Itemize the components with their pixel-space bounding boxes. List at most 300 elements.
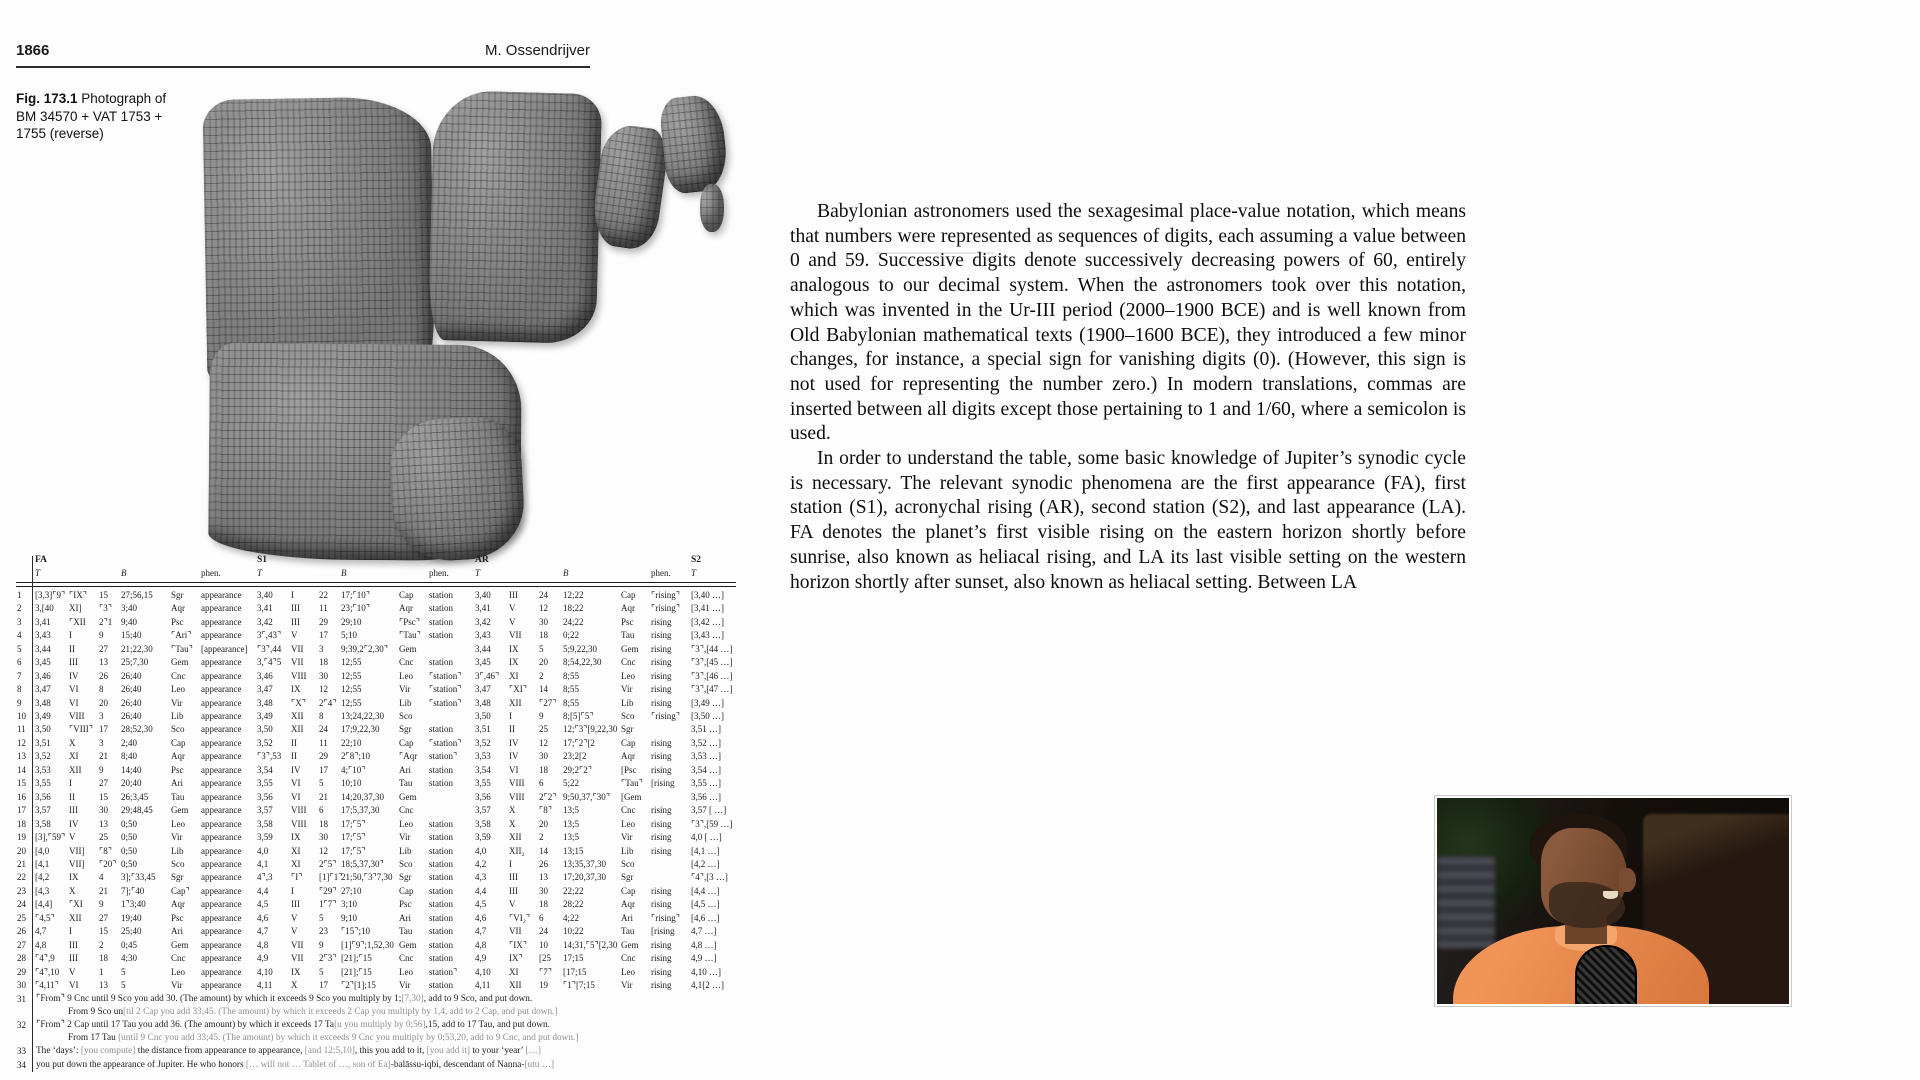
table-cell: 4,8 …] xyxy=(691,939,717,950)
table-cell: III xyxy=(509,589,518,600)
table-cell: [1]⌜9⌝;1,52,30 xyxy=(341,939,394,950)
table-cell: station xyxy=(429,858,453,869)
table-cell: station xyxy=(429,980,453,991)
table-cell: phen. xyxy=(429,568,449,579)
table-cell: 3,56 xyxy=(35,791,51,802)
table-cell: station xyxy=(429,953,453,964)
table-cell: 16 xyxy=(17,791,26,802)
footnote-restored-text: [7,30] xyxy=(401,993,424,1004)
table-cell: 3,50 xyxy=(257,724,273,735)
table-cell: Gem xyxy=(399,643,417,654)
table-cell: 14;20,37,30 xyxy=(341,791,385,802)
table-cell: ⌜3⌝,44 xyxy=(257,643,282,654)
table-cell: 27 xyxy=(17,939,26,950)
table-cell: appearance xyxy=(201,980,242,991)
table-cell: 3,44 xyxy=(35,643,51,654)
table-cell: 26;40 xyxy=(121,710,142,721)
table-cell: X xyxy=(69,885,76,896)
table-cell: 25 xyxy=(99,832,108,843)
table-cell: 4 xyxy=(99,872,104,883)
table-cell: VIII xyxy=(291,670,307,681)
table-cell: rising xyxy=(651,643,672,654)
table-cell: 8;40 xyxy=(121,751,138,762)
table-cell: VI xyxy=(509,764,519,775)
table-cell: Aqr xyxy=(171,899,185,910)
table-cell: ⌜2⌝[1];15 xyxy=(341,980,376,991)
table-cell: [4,1 xyxy=(35,858,50,869)
table-cell: II xyxy=(291,737,297,748)
table-cell: III xyxy=(291,899,300,910)
table-cell: 28;22 xyxy=(563,899,584,910)
table-cell: ⌜7⌝ xyxy=(539,966,552,977)
table-cell: 3,52 xyxy=(475,737,491,748)
table-cell: Sgr xyxy=(171,872,184,883)
table-cell: appearance xyxy=(201,805,242,816)
table-cell: station xyxy=(429,724,453,735)
table-cell: rising xyxy=(651,670,672,681)
footnote-restored-text: [until 9 Cnc you add 33;45. (The amount) by which it exceeds 9 Cnc you multiply by 0;53,20, add to 9 Cnc, and put down.] xyxy=(118,1033,579,1044)
table-cell: Leo xyxy=(399,818,413,829)
table-cell: appearance xyxy=(201,630,242,641)
webcam-overlay xyxy=(1434,795,1792,1007)
table-cell: 9 xyxy=(99,899,104,910)
table-cell: 26 xyxy=(99,670,108,681)
table-cell: 26;40 xyxy=(121,684,142,695)
table-cell: 3,54 xyxy=(475,764,491,775)
table-cell: 19;40 xyxy=(121,912,142,923)
table-cell: 4⌝,3 xyxy=(257,872,273,883)
table-cell: 10;22 xyxy=(563,926,584,937)
table-cell: ⌜3⌝,[59 …] xyxy=(691,818,733,829)
table-cell: 28 xyxy=(17,953,26,964)
table-cell: XII xyxy=(291,724,304,735)
table-cell: 15 xyxy=(99,926,108,937)
table-cell: Vir xyxy=(171,832,183,843)
webcam-video xyxy=(1437,798,1789,1004)
table-cell: 3,40 xyxy=(475,589,491,600)
table-cell: Lib xyxy=(621,845,634,856)
table-cell: 4,6 xyxy=(257,912,269,923)
footnote-text: The ‘days’: xyxy=(36,1046,81,1057)
table-cell: 3,59 xyxy=(257,832,273,843)
table-cell: appearance xyxy=(201,818,242,829)
table-cell: 24 xyxy=(539,589,548,600)
table-cell: 21;50,⌜3⌝7,30 xyxy=(341,872,393,883)
table-cell: 21;22,30 xyxy=(121,643,153,654)
table-cell: Sgr xyxy=(171,589,184,600)
table-cell: Gem xyxy=(399,939,417,950)
table-cell: XII xyxy=(69,912,82,923)
table-cell: [rising xyxy=(651,778,675,789)
table-cell: ⌜27⌝ xyxy=(539,697,557,708)
table-cell: IX xyxy=(291,966,301,977)
table-cell: I xyxy=(69,778,72,789)
table-cell: 3⌜,46⌝ xyxy=(475,670,500,681)
table-cell: Cap xyxy=(399,885,414,896)
table-cell: ⌜1⌝[7;15 xyxy=(563,980,595,991)
table-cell: station xyxy=(429,832,453,843)
table-cell: 17;⌜2⌝[2 xyxy=(563,737,595,748)
table-cell: [3,43 …] xyxy=(691,630,724,641)
table-cell: Gem xyxy=(621,939,639,950)
table-cell: Sco xyxy=(171,724,185,735)
table-cell: 15 xyxy=(99,589,108,600)
table-cell: 25 xyxy=(539,724,548,735)
table-cell: I xyxy=(291,589,294,600)
table-cell: 17 xyxy=(319,630,328,641)
table-cell: appearance xyxy=(201,710,242,721)
table-cell: 30 xyxy=(319,832,328,843)
table-cell: rising xyxy=(651,697,672,708)
table-cell: 9 xyxy=(99,630,104,641)
table-cell: [1]⌜1⌝ xyxy=(319,872,343,883)
table-cell: 24 xyxy=(319,724,328,735)
table-cell: Leo xyxy=(399,670,413,681)
table-cell: 17;⌜5⌝ xyxy=(341,832,366,843)
table-cell: B xyxy=(341,568,347,579)
table-cell: 17;⌜10⌝ xyxy=(341,589,370,600)
table-cell: X xyxy=(69,737,76,748)
table-cell: 3,51 xyxy=(35,737,51,748)
table-cell: 3,53 …] xyxy=(691,751,721,762)
table-vertical-rule xyxy=(32,556,33,1072)
table-cell: 27;10 xyxy=(341,885,362,896)
table-cell: 3,46 xyxy=(35,670,51,681)
table-cell: station xyxy=(429,764,453,775)
table-cell: 29 xyxy=(319,616,328,627)
table-cell: [4,3 xyxy=(35,885,50,896)
table-cell: VII xyxy=(509,630,522,641)
table-cell: 3,58 xyxy=(35,818,51,829)
table-cell: 3,47 xyxy=(475,684,491,695)
table-cell: 4,7 xyxy=(35,926,47,937)
table-cell: Cnc xyxy=(621,805,636,816)
table-cell: XII xyxy=(291,710,304,721)
table-cell: 6 xyxy=(17,657,22,668)
table-cell: 34 xyxy=(17,1059,26,1070)
table-cell: Lib xyxy=(399,845,412,856)
table-cell: 27 xyxy=(99,643,108,654)
table-cell: [rising xyxy=(651,926,675,937)
table-cell: rising xyxy=(651,737,672,748)
table-cell: T xyxy=(475,568,481,579)
figure-caption-line2: BM 34570 + VAT 1753 + xyxy=(16,108,163,124)
table-cell: ⌜IX⌝ xyxy=(69,589,87,600)
table-cell: [25 xyxy=(539,953,551,964)
table-cell: 3,55 xyxy=(475,778,491,789)
table-cell: B xyxy=(121,568,127,579)
table-cell: 14 xyxy=(17,764,26,775)
table-cell: 15;40 xyxy=(121,630,142,641)
table-cell: 8;55 xyxy=(563,684,580,695)
table-cell: II xyxy=(69,791,75,802)
table-cell: 4,9 xyxy=(475,953,487,964)
table-cell: 30 xyxy=(539,751,548,762)
table-cell: station xyxy=(429,872,453,883)
table-cell: Tau xyxy=(621,926,635,937)
footnote-restored-text: [utu …] xyxy=(524,1059,555,1070)
table-cell: Ari xyxy=(621,912,633,923)
table-cell: [4,2 xyxy=(35,872,50,883)
table-cell: IX xyxy=(69,872,79,883)
table-footnote xyxy=(32,1006,736,1019)
table-cell: ⌜3⌝,[47 …] xyxy=(691,684,733,695)
footnote-text: , add to 9 Sco, and put down. xyxy=(423,993,533,1004)
table-cell: 12 xyxy=(17,737,26,748)
table-cell: Gem xyxy=(171,939,189,950)
table-cell: 5 xyxy=(121,980,126,991)
table-cell: ⌜Aqr xyxy=(399,751,418,762)
table-cell: phen. xyxy=(651,568,671,579)
table-cell: 5;10 xyxy=(341,630,358,641)
table-cell: 20 xyxy=(539,657,548,668)
table-cell: Cnc xyxy=(399,805,414,816)
table-cell: 5 xyxy=(319,778,324,789)
table-cell: [3,50 …] xyxy=(691,710,724,721)
table-cell: appearance xyxy=(201,589,242,600)
table-cell: Vir xyxy=(399,980,411,991)
table-cell: IX⌝ xyxy=(509,953,523,964)
table-cell: 14 xyxy=(539,845,548,856)
table-cell: 3,41 xyxy=(257,603,273,614)
table-cell: I xyxy=(69,926,72,937)
table-cell: 4;22 xyxy=(563,912,580,923)
table-cell: XI xyxy=(291,858,301,869)
table-cell: appearance xyxy=(201,764,242,775)
footnote-restored-text: […] xyxy=(525,1046,541,1057)
table-cell: 23 xyxy=(319,926,328,937)
table-cell: 2⌜2⌝ xyxy=(539,791,557,802)
table-cell: V xyxy=(509,899,516,910)
table-cell: III xyxy=(509,885,518,896)
table-cell: VIII xyxy=(291,818,307,829)
table-cell: 3,52 …] xyxy=(691,737,721,748)
table-cell: 3,47 xyxy=(35,684,51,695)
table-cell: S1 xyxy=(257,555,268,565)
table-cell: 0;22 xyxy=(563,630,580,641)
table-cell: Sgr xyxy=(399,872,412,883)
table-cell: 3,41 xyxy=(35,616,51,627)
table-cell: III xyxy=(69,939,78,950)
table-cell: Vir xyxy=(171,697,183,708)
table-cell: Leo xyxy=(171,818,185,829)
table-cell: station xyxy=(429,912,453,923)
table-cell: 4,4 xyxy=(257,885,269,896)
table-cell: 13;35,37,30 xyxy=(563,858,607,869)
table-cell: III xyxy=(69,805,78,816)
tablet-fragment xyxy=(589,122,671,252)
table-cell: Gem xyxy=(621,643,639,654)
table-cell: Psc xyxy=(621,616,634,627)
table-cell: ⌜8⌝ xyxy=(99,845,112,856)
table-cell: 30 xyxy=(99,805,108,816)
table-cell: 4,7 xyxy=(475,926,487,937)
table-cell: Psc xyxy=(399,899,412,910)
footnote-text: From 9 Sco un xyxy=(68,1006,124,1017)
table-cell: Sco xyxy=(171,858,185,869)
table-cell: 4,6 xyxy=(475,912,487,923)
table-cell: 13 xyxy=(17,751,26,762)
table-cell: rising xyxy=(651,832,672,843)
table-cell: 3,45 xyxy=(35,657,51,668)
table-cell: 18 xyxy=(539,899,548,910)
table-cell: 17;⌜5⌝ xyxy=(341,818,366,829)
table-cell: XI] xyxy=(69,603,82,614)
table-cell: 3,50 xyxy=(35,724,51,735)
table-cell: 3,58 xyxy=(257,818,273,829)
background-equipment xyxy=(1437,856,1495,948)
table-cell: 4,7 …] xyxy=(691,926,717,937)
table-cell: 8;55 xyxy=(563,697,580,708)
table-cell: VI xyxy=(291,778,301,789)
table-cell: Gem xyxy=(399,791,417,802)
table-cell: 33 xyxy=(17,1046,26,1057)
tablet-fragment xyxy=(700,184,724,232)
table-cell: 3,57 xyxy=(475,805,491,816)
table-cell: appearance xyxy=(201,684,242,695)
table-cell: rising xyxy=(651,885,672,896)
table-cell: 29;2⌜2⌝ xyxy=(563,764,592,775)
tablet-fragment xyxy=(428,90,602,344)
table-cell: 3;40 xyxy=(121,603,138,614)
table-cell: Cap xyxy=(171,737,186,748)
table-cell: 10 xyxy=(17,710,26,721)
table-cell: VII xyxy=(291,953,304,964)
table-cell: 24 xyxy=(539,926,548,937)
table-cell: 4,0 xyxy=(257,845,269,856)
table-cell: XII xyxy=(509,980,522,991)
table-cell: 3,51 xyxy=(475,724,491,735)
table-cell: 1 xyxy=(99,966,104,977)
table-cell: III xyxy=(291,603,300,614)
table-cell: ⌜station⌝ xyxy=(429,670,462,681)
table-cell: 2⌜3⌝ xyxy=(319,953,337,964)
table-cell: 3,54 xyxy=(257,764,273,775)
footnote-restored-text: [you add it] xyxy=(426,1046,470,1057)
table-cell: 26 xyxy=(17,926,26,937)
table-cell: Sco xyxy=(399,710,413,721)
footnote-text: ⌜From⌝ 9 Cnc until 9 Sco you add 30. (The amount) by which it exceeds 9 Sco you multiply by 1; xyxy=(36,993,402,1004)
table-cell: 9;50,37,⌜30⌝ xyxy=(563,791,610,802)
table-cell: VIII xyxy=(291,805,307,816)
table-cell: 7 xyxy=(17,670,22,681)
table-cell: 3,55 xyxy=(257,778,273,789)
table-cell: 3,46 xyxy=(257,670,273,681)
table-cell: Psc xyxy=(171,912,184,923)
table-cell: appearance xyxy=(201,845,242,856)
table-cell: 4,11 xyxy=(475,980,491,991)
table-cell: 1 xyxy=(17,589,22,600)
table-cell: station xyxy=(429,616,453,627)
table-cell: 12;55 xyxy=(341,684,362,695)
table-cell: V xyxy=(291,630,298,641)
table-cell: 25;40 xyxy=(121,926,142,937)
table-cell: 3,53 xyxy=(35,764,51,775)
table-cell: 20 xyxy=(539,818,548,829)
table-cell: appearance xyxy=(201,603,242,614)
table-cell: 4,3 xyxy=(475,872,487,883)
table-cell: 3,48 xyxy=(475,697,491,708)
table-cell: 13;15 xyxy=(563,845,584,856)
table-cell: 12;⌜3⌝[9,22,30 xyxy=(563,724,618,735)
table-cell: [17;15 xyxy=(563,966,587,977)
table-cell: 21 xyxy=(319,791,328,802)
table-cell: [3,40 …] xyxy=(691,589,724,600)
table-cell: rising xyxy=(651,845,672,856)
table-cell: Leo xyxy=(171,966,185,977)
table-cell: ⌜rising⌝ xyxy=(651,912,680,923)
table-cell: Lib xyxy=(171,710,184,721)
table-cell: 6 xyxy=(539,912,544,923)
table-cell: 19 xyxy=(539,980,548,991)
table-cell: 3,40 xyxy=(257,589,273,600)
table-cell: 2 xyxy=(539,832,544,843)
table-cell: IX xyxy=(509,657,519,668)
table-cell: ⌜VI₂⌝ xyxy=(509,912,531,923)
table-cell: appearance xyxy=(201,858,242,869)
table-cell: ⌜rising⌝ xyxy=(651,710,680,721)
table-cell: appearance xyxy=(201,939,242,950)
table-cell: 4,4 xyxy=(475,885,487,896)
table-cell: 5;9,22,30 xyxy=(563,643,598,654)
table-cell: 4,10 xyxy=(475,966,491,977)
table-cell: Cnc xyxy=(171,670,186,681)
table-cell: 26;40 xyxy=(121,697,142,708)
table-footnote xyxy=(32,1019,736,1032)
table-cell: 15 xyxy=(99,791,108,802)
table-cell: IV xyxy=(69,670,79,681)
table-cell: 4,2 xyxy=(475,858,487,869)
table-cell: 7];⌜40 xyxy=(121,885,145,896)
table-cell: appearance xyxy=(201,751,242,762)
table-cell: 4,5 xyxy=(257,899,269,910)
table-cell: 29;10 xyxy=(341,616,362,627)
table-cell: III xyxy=(291,616,300,627)
table-cell: 5 xyxy=(121,966,126,977)
table-cell: rising xyxy=(651,764,672,775)
table-cell: 25;7,30 xyxy=(121,657,149,668)
table-cell: rising xyxy=(651,805,672,816)
table-cell: Leo xyxy=(621,818,635,829)
table-cell: rising xyxy=(651,899,672,910)
table-cell: 29 xyxy=(17,966,26,977)
table-cell: 13;24,22,30 xyxy=(341,710,385,721)
table-cell: appearance xyxy=(201,737,242,748)
table-cell: 26 xyxy=(539,858,548,869)
table-cell: ⌜4⌝,[3 …] xyxy=(691,872,728,883)
table-cell: I xyxy=(509,710,512,721)
footnote-text: the distance from appearance to appearance, xyxy=(135,1046,305,1057)
table-cell: station xyxy=(429,885,453,896)
table-cell: 3 xyxy=(99,737,104,748)
figure-caption-line1: Photograph of xyxy=(81,91,167,106)
table-cell: 4;30 xyxy=(121,953,138,964)
table-cell: Vir xyxy=(171,980,183,991)
table-cell: ⌜XI xyxy=(69,899,83,910)
table-cell: 3];⌜33,45 xyxy=(121,872,156,883)
table-cell: [3,49 …] xyxy=(691,697,724,708)
table-cell: 18 xyxy=(539,630,548,641)
table-cell: station xyxy=(429,899,453,910)
table-cell: Leo xyxy=(171,684,185,695)
table-cell: rising xyxy=(651,657,672,668)
table-cell: [4,4 …] xyxy=(691,885,720,896)
table-cell: station⌝ xyxy=(429,966,458,977)
table-cell: 31 xyxy=(17,993,26,1004)
table-cell: station xyxy=(429,845,453,856)
table-cell: 14;40 xyxy=(121,764,142,775)
table-cell: ⌜4,5⌝ xyxy=(35,912,55,923)
